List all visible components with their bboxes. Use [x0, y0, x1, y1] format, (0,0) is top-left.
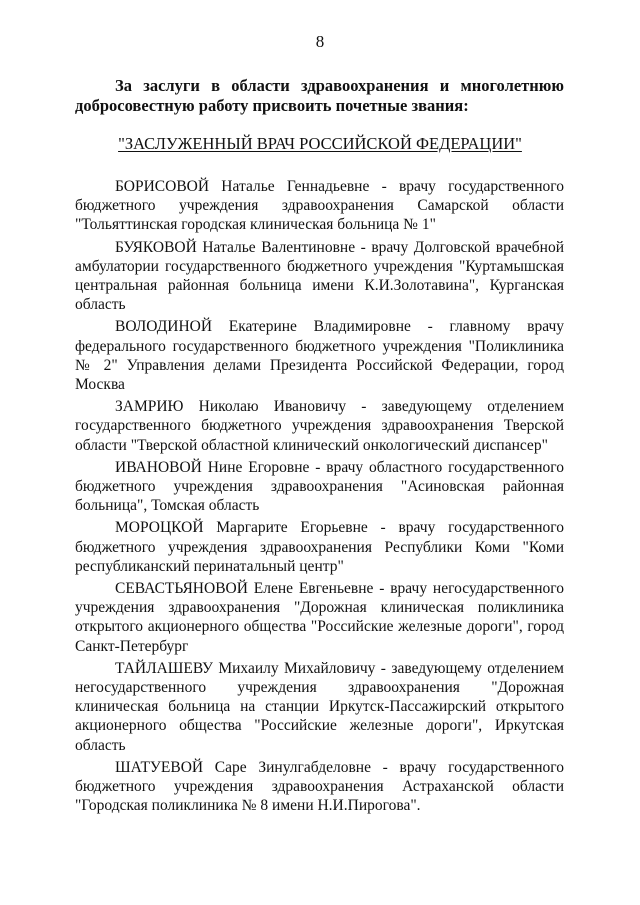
award-entry: ЗАМРИЮ Николаю Ивановичу - заведующему отделением государственного бюджетного учреждения здравоохранения Тверской области "Тверской областной клинический онкологический диспансер"	[75, 398, 564, 454]
award-entry: БУЯКОВОЙ Наталье Валентиновне - врачу Долговской врачебной амбулатории государственного бюджетного учреждения "Куртамышская центральная районная больница имени К.И.Золотавина", Курганская область	[75, 238, 564, 314]
decree-heading: За заслуги в области здравоохранения и многолетнюю добросовестную работу присвоить почетные звания:	[75, 76, 564, 115]
award-entry: ВОЛОДИНОЙ Екатерине Владимировне - главному врачу федерального государственного бюджетного учреждения "Поликлиника № 2" Управления делами Президента Российской Федерации, город Москва	[75, 318, 564, 394]
award-list	[75, 177, 564, 819]
award-entry: ИВАНОВОЙ Нине Егоровне - врачу областного государственного бюджетного учреждения здравоохранения "Асиновская районная больница", Томская область	[75, 458, 564, 515]
page-number: 8	[315, 32, 325, 51]
award-entry: МОРОЦКОЙ Маргарите Егорьевне - врачу государственного бюджетного учреждения здравоохранения Республики Коми "Коми республиканский перинатальный центр"	[75, 519, 564, 575]
award-entry: БОРИСОВОЙ Наталье Геннадьевне - врачу государственного бюджетного учреждения здравоохранения Самарской области "Тольяттинская городская клиническая больница № 1"	[75, 178, 564, 234]
award-entry: ШАТУЕВОЙ Саре Зинулгабделовне - врачу государственного бюджетного учреждения здравоохранения Астраханской области "Городская поликлиника № 8 имени Н.И.Пирогова".	[75, 758, 564, 815]
award-entry: ТАЙЛАШЕВУ Михаилу Михайловичу - заведующему отделением негосударственного учреждения здравоохранения "Дорожная клиническая больница на станции Иркутск-Пассажирский открытого акционерного общества "Российские железные дороги", Иркутская область	[75, 659, 564, 754]
honorary-title: "ЗАСЛУЖЕННЫЙ ВРАЧ РОССИЙСКОЙ ФЕДЕРАЦИИ"	[118, 134, 522, 153]
award-entry: СЕВАСТЬЯНОВОЙ Елене Евгеньевне - врачу негосударственного учреждения здравоохранения "Дорожная клиническая поликлиника открытого акционерного общества "Российские железные дороги", город Санкт-Петербург	[75, 580, 564, 655]
